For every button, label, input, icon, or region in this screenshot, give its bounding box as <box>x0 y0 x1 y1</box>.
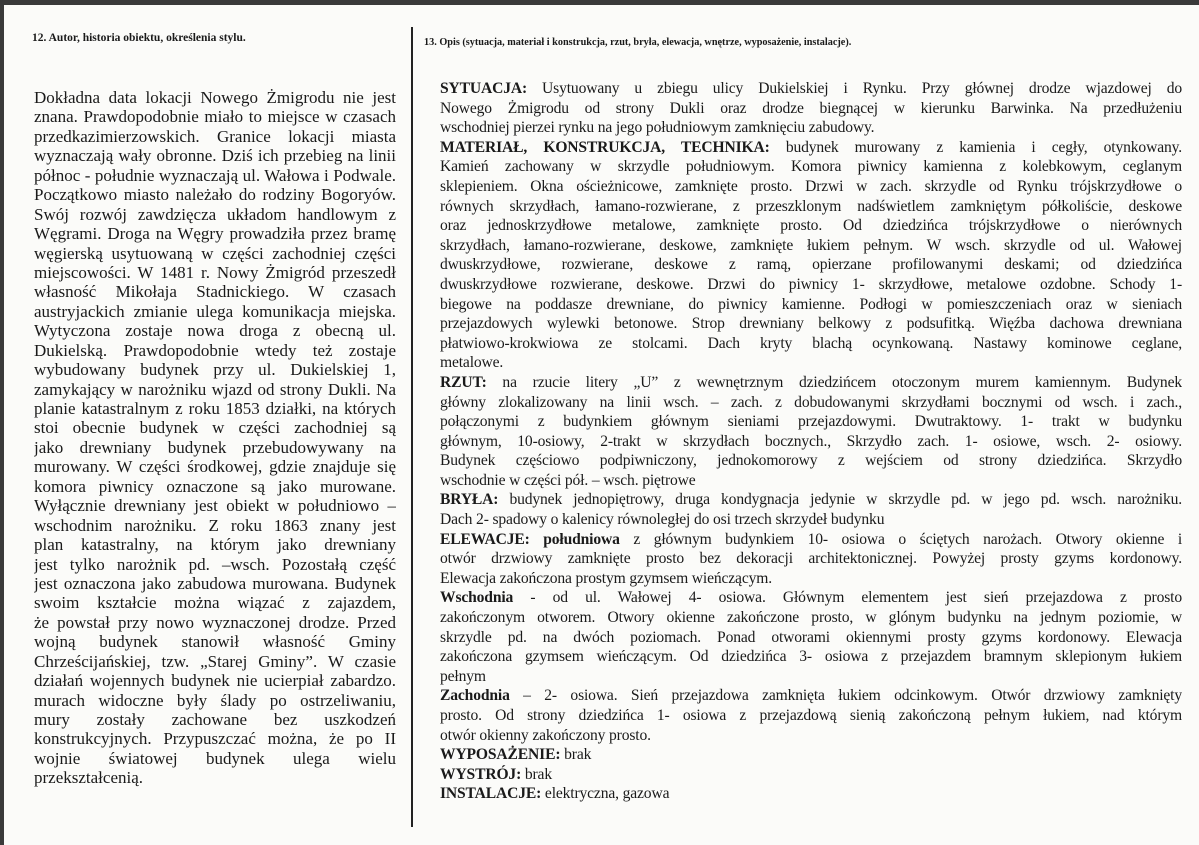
line-text: płatwiowo-krokwiowa ze stolcami. Dach kryty blachą ocynkowaną. Nastawy kominowe ceglane, <box>440 334 1182 352</box>
text-line <box>440 373 1182 393</box>
text-line: Dokładna data lokacji Nowego Żmigrodu nie jest <box>34 88 396 107</box>
line-text: biegowe na poddasze drewniane, do piwnicy kamienne. Podłogi w pomieszczeniach oraz w sieniach <box>440 295 1182 313</box>
text-line: wyznaczają wały obronne. Dziś ich przebieg na linii <box>34 146 396 166</box>
text-line: Wyłącznie drewniany jest obiekt w południowo – <box>34 496 396 516</box>
text-line: jako drewniany budynek przebudowywany na <box>34 437 396 457</box>
text-line <box>440 588 1182 608</box>
line-text: brak <box>521 765 552 783</box>
text-line <box>440 79 1182 99</box>
line-text: przejazdowych wylewki betonowe. Strop drewniany belkowy z podsufitką. Więźba dachowa drewniana <box>440 315 1182 333</box>
description-paragraph <box>440 784 1182 804</box>
line-text: Elewacja zakończona prostym gzymsem wieńczącym. <box>440 569 772 587</box>
text-line: austryjackich zmianie ulega komunikacja miejska. <box>34 301 396 321</box>
text-line <box>440 647 1182 667</box>
line-text: elektryczna, gazowa <box>541 785 670 803</box>
section-label: BRYŁA: <box>440 491 499 509</box>
text-line: miejscowości. W 1481 r. Nowy Żmigród przeszedł <box>34 262 396 282</box>
line-text: wschodnie w części pół. – wsch. piętrowe <box>440 471 696 489</box>
text-line <box>440 530 1182 550</box>
text-line: stoi obecnie budynek w części zachodniej są <box>34 418 396 438</box>
line-text: głównym, 10-osiowy, 2-trakt w skrzydłach bocznych., Skrzydło zach. 1- osiowe, wsch. 2- osiowy. <box>440 432 1182 450</box>
line-text: budynek jednopiętrowy, druga kondygnacja jedynie w skrzydle pd. w jego pd. wsch. narożniku. <box>498 491 1182 509</box>
text-line <box>440 765 1182 785</box>
section-12-heading: 12. Autor, historia obiektu, określenia stylu. <box>32 32 246 44</box>
line-text: połączonymi z budynkiem głównym sieniami przejazdowymi. Dwutraktowy. 1- trakt w budynku <box>440 413 1182 431</box>
description-text <box>440 79 1182 804</box>
line-text: prosto. Od strony dziedzińca 1- osiowa z przejazdową sienią zakończoną pełnym łukiem, nad którym <box>440 707 1182 724</box>
text-line <box>440 569 1182 589</box>
text-line: planie katastralnym z roku 1853 działki, na których <box>34 399 396 418</box>
section-label: WYPOSAŻENIE: <box>440 746 561 764</box>
document-page <box>4 5 1199 845</box>
line-text: otwór drzwiowy zamknięte prosto bez dekoracji architektonicznej. Powyżej prosty gzyms kordonowy. <box>440 550 1182 568</box>
line-text: Dach 2- spadowy o kalenicy równoległej do osi trzech skrzydeł budynku <box>440 511 885 529</box>
text-line <box>440 157 1182 177</box>
text-line: Chrześcijańskiej, tzw. „Starej Gminy”. W czasie <box>34 651 396 671</box>
text-line: mury zostały zachowane bez uszkodzeń <box>34 710 396 729</box>
text-line <box>440 197 1182 217</box>
line-text: brak <box>560 746 592 764</box>
section-label: WYSTRÓJ: <box>440 765 522 783</box>
text-line: jest tylko narożnik pd. –wsch. Pozostałą część <box>34 554 396 574</box>
description-paragraph <box>440 686 1182 745</box>
section-label: Zachodnia <box>440 687 510 705</box>
text-line <box>440 667 1182 687</box>
text-line: węgierską usytuowaną w części zachodniej części <box>34 243 396 263</box>
text-line <box>440 706 1182 726</box>
text-line <box>440 295 1182 315</box>
text-line: północ - południe wyznaczają ul. Wałowa i Podwale. <box>34 165 396 185</box>
line-text: sklepieniem. Okna ościeżnicowe, zamknięte prosto. Drzwi w zach. skrzydle od Rynku trójskrzydłowe o <box>440 177 1182 195</box>
line-text: – 2- osiowa. Sień przejazdowa zamknięta łukiem odcinkowym. Otwór drzwiowy zamknięty <box>509 687 1182 705</box>
text-line: Początkowo miasto należało do rodziny Bogoryów. <box>34 185 396 205</box>
text-line: wschodnim narożniku. Z roku 1863 znany jest <box>34 515 396 535</box>
text-line: murowany. W części środkowej, gdzie znajduje się <box>34 457 396 477</box>
line-text: oraz jednoskrzydłowe metalowe, zamknięte prosto. Od dziedzińca trójskrzydłowe o nierównych <box>440 217 1182 235</box>
text-line <box>440 471 1182 491</box>
text-line <box>440 510 1182 530</box>
text-line <box>440 784 1182 804</box>
text-line: swoim kształcie można wiązać z zajazdem, <box>34 593 396 613</box>
text-line <box>440 726 1182 746</box>
line-text: Budynek częściowo podpiwniczony, jednokomorowy z wejściem od strony dziedzińca. Skrzydło <box>440 452 1182 470</box>
text-line: murach widoczne były ślady po ostrzeliwaniu, <box>34 690 396 710</box>
text-line: przedkazimierzowskich. Granice lokacji miasta <box>34 126 396 146</box>
line-text: pełnym <box>440 667 486 685</box>
text-line <box>440 628 1182 648</box>
text-line: przekształcenią. <box>34 768 144 788</box>
section-label: INSTALACJE: <box>440 785 542 803</box>
line-text: zakończona gzymsem wieńczącym. Od dziedzińca 3- osiowa z przejazdem bramnym sklepionym łukiem <box>440 648 1182 666</box>
line-text: równych skrzydłach, łamano-rozwierane, z przeszklonym nadświetlem zamkniętym półkoliście, deskowe <box>440 197 1182 215</box>
line-text: zakończonym otworem. Otwory okienne zakończone prosto, w glónym budynku na jednym poziomie, w <box>440 609 1182 627</box>
text-line <box>440 216 1182 236</box>
description-paragraph <box>440 373 1182 491</box>
text-line: konstrukcyjnych. Przypuszczać można, że po II <box>34 729 396 749</box>
text-line: Wytyczona zostaje nowa droga z obecną ul. <box>34 321 396 341</box>
text-line <box>440 432 1182 452</box>
text-line: zamykający w narożniku wjazd od strony Dukli. Na <box>34 379 396 399</box>
text-line: że powstał przy nowo wyznaczonej drodze. Przed <box>34 612 396 632</box>
text-line <box>440 236 1182 256</box>
line-text: z głównym budynkiem 10- osiowa o ściętych narożach. Otwory okienne i <box>619 530 1182 548</box>
text-line: własność Mikołaja Stadnickiego. W czasach <box>34 282 396 302</box>
text-line: Dukielską. Prawdopodobnie wtedy też zostaje <box>34 340 396 360</box>
text-line <box>440 412 1182 432</box>
text-line <box>440 451 1182 471</box>
line-text: otwór okienny zakończony prosto. <box>440 726 651 744</box>
section-label: MATERIAŁ, KONSTRUKCJA, TECHNIKA: <box>440 138 770 156</box>
text-line <box>440 314 1182 334</box>
text-line: działań wojennych budynek nie ucierpiał zabardzo. <box>34 671 396 691</box>
text-line <box>440 490 1182 510</box>
line-text: Usytuowany u zbiegu ulicy Dukielskiej i Rynku. Przy głównej drodze wjazdowej do <box>527 80 1182 97</box>
text-line <box>440 99 1182 119</box>
text-line <box>440 177 1182 197</box>
line-text: dwuskrzydłowe rozwierane, deskowe. Drzwi do piwnicy 1- skrzydłowe, metalowe ozdobne. Schody 1- <box>440 275 1182 293</box>
text-line <box>440 275 1182 295</box>
text-line: komora piwnicy oznaczone są jako murowane. <box>34 476 396 496</box>
line-text: wschodniej pierzei rynku na jego południowym zamknięciu zabudowy. <box>440 119 875 137</box>
text-line: plan katastralny, na którym jako drewniany <box>34 535 396 555</box>
text-line <box>440 138 1182 158</box>
text-line <box>440 608 1182 628</box>
text-line: Węgrami. Droga na Węgry prowadziła przez bramę <box>34 224 396 244</box>
line-text: skrzydłach, łamano-rozwierane, deskowe, zamknięte łukiem pełnym. W wsch. skrzydle od ul. Wałowej <box>440 236 1182 254</box>
line-text: główny zlokalizowany na linii wsch. – zach. z dobudowanymi skrzydłami bocznymi od wsch. i zach., <box>440 393 1182 411</box>
line-text: - od ul. Wałowej 4- osiowa. Głównym elementem jest sień przejazdowa z prosto <box>513 589 1182 607</box>
section-13-heading: 13. Opis (sytuacja, materiał i konstrukcja, rzut, bryła, elewacja, wnętrze, wyposażenie, instalacje). <box>424 36 852 48</box>
text-line <box>440 686 1182 706</box>
text-line <box>440 353 1182 373</box>
text-line <box>440 393 1182 413</box>
text-line <box>440 255 1182 275</box>
text-line <box>440 118 1182 138</box>
text-line: Swój rozwój zawdzięcza układom handlowym z <box>34 204 396 224</box>
section-label: RZUT: <box>440 373 487 391</box>
description-paragraph <box>440 138 1182 373</box>
description-paragraph <box>440 765 1182 785</box>
text-line: wybudowany budynek przy ul. Dukielskiej 1, <box>34 360 396 380</box>
text-line: wojną budynek stanowił własność Gminy <box>34 632 396 652</box>
description-paragraph <box>440 79 1182 138</box>
text-line <box>440 334 1182 354</box>
section-label: Wschodnia <box>440 589 514 607</box>
line-text: na rzucie litery „U” z wewnętrznym dziedzińcem otoczonym murem kamiennym. Budynek <box>486 373 1182 391</box>
line-text: metalowe. <box>440 354 504 372</box>
history-text <box>34 88 396 788</box>
description-paragraph <box>440 490 1182 529</box>
line-text: budynek murowany z kamienia i cegły, otynkowany. <box>769 138 1182 156</box>
text-line <box>440 549 1182 569</box>
description-paragraph <box>440 588 1182 686</box>
section-label: SYTUACJA: <box>440 80 528 97</box>
text-line: znana. Prawdopodobnie miało to miejsce w czasach <box>34 107 396 127</box>
line-text: Nowego Żmigrodu od strony Dukli oraz drodze biegnącej w kierunku Barwinka. Na przedłużeniu <box>440 99 1182 117</box>
section-label: ELEWACJE: południowa <box>440 530 620 548</box>
text-line: wojnie światowej budynek ulega wielu <box>34 748 396 768</box>
description-paragraph <box>440 530 1182 589</box>
line-text: Kamień zachowany w skrzydle południowym. Komora piwnicy kamienna z kolebkowym, ceglanym <box>440 158 1182 176</box>
text-line <box>440 745 1182 765</box>
line-text: skrzydle pd. na dwóch poziomach. Ponad otworami okiennymi prosty gzyms kordonowy. Elewacja <box>440 628 1182 646</box>
column-divider <box>411 27 413 827</box>
description-paragraph <box>440 745 1182 765</box>
line-text: dwuskrzydłowe, rozwierane, deskowe z ramą, opierzane profilowanymi deskami; od dziedzińca <box>440 256 1182 274</box>
text-line: jest oznaczona jako zabudowa murowana. Budynek <box>34 573 396 593</box>
